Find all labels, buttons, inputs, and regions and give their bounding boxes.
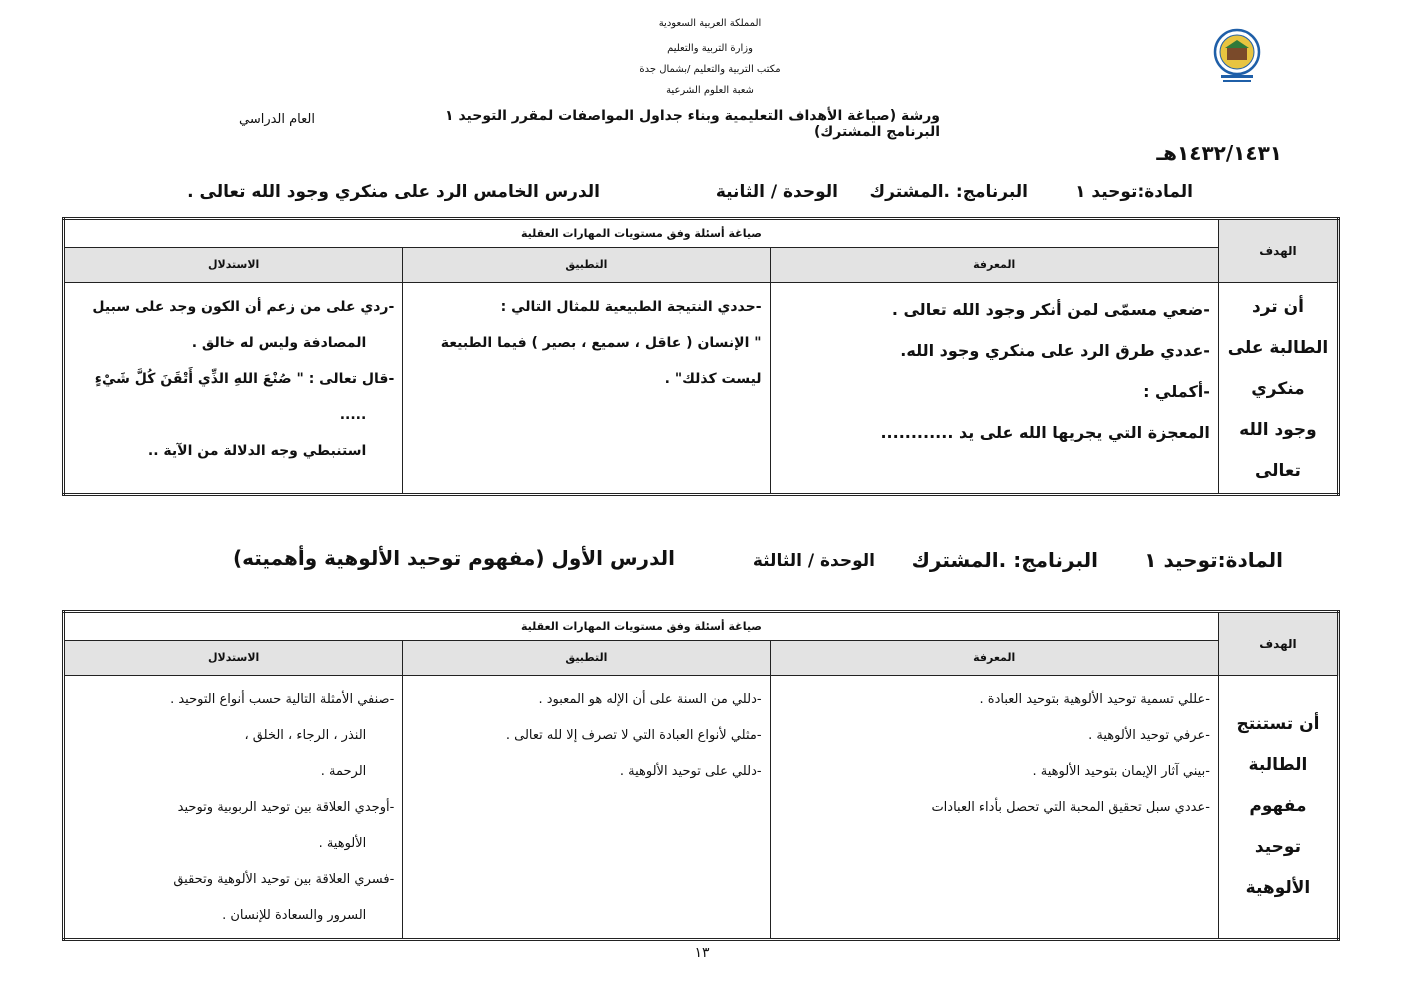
goal-line: الطالبة على	[1227, 338, 1329, 358]
goal-line: أن تستنتج	[1236, 714, 1320, 734]
question-line: -فسري العلاقة بين توحيد الألوهية وتحقيق	[173, 872, 395, 887]
question-line: المصادفة وليس له خالق .	[191, 335, 367, 351]
section1-unit: الوحدة / الثانية	[715, 182, 838, 202]
application-header: التطبيق	[403, 248, 770, 283]
application-header: التطبيق	[403, 641, 770, 676]
question-line: -عرفي توحيد الألوهية .	[1088, 728, 1210, 743]
goal-cell	[1218, 676, 1338, 940]
goal-line: تعالى	[1254, 461, 1301, 481]
knowledge-header: المعرفة	[770, 641, 1218, 676]
question-line: النذر ، الرجاء ، الخلق ،	[244, 728, 367, 743]
question-line: -حددي النتيجة الطبيعية للمثال التالي :	[500, 299, 762, 315]
section1-program: البرنامج: .المشترك	[869, 182, 1028, 202]
question-line: " الإنسان ( عاقل ، سميع ، بصير ) فيما الطبيعة	[440, 335, 762, 351]
ministry-logo-icon	[1213, 28, 1261, 86]
question-line: ليست كذلك" .	[664, 371, 762, 387]
question-line: -مثلي لأنواع العبادة التي لا تصرف إلا لله تعالى .	[505, 728, 762, 743]
academic-year-value: ١٤٣٢/١٤٣١هـ	[1156, 141, 1282, 165]
goal-line: الألوهية	[1245, 878, 1311, 898]
goal-line: منكري	[1251, 379, 1305, 399]
question-line: السرور والسعادة للإنسان .	[222, 908, 367, 923]
goal-line: توحيد	[1254, 837, 1301, 857]
section1-subject: المادة:توحيد ١	[1075, 182, 1193, 202]
section2-subject: المادة:توحيد ١	[1144, 548, 1283, 572]
question-line: -ضعي مسمّى لمن أنكر وجود الله تعالى .	[891, 300, 1210, 319]
question-line: الرحمة .	[320, 764, 367, 779]
knowledge-header: المعرفة	[770, 248, 1218, 283]
question-line: -صنفي الأمثلة التالية حسب أنواع التوحيد .	[170, 692, 395, 707]
question-line: استنبطي وجه الدلالة من الآية ..	[147, 443, 367, 459]
application-cell	[403, 676, 770, 940]
group-header: صياغة أسئلة وفق مستويات المهارات العقلية	[64, 219, 1219, 248]
kingdom-name: المملكة العربية السعودية	[658, 18, 762, 29]
ministry-name: وزارة التربية والتعليم	[667, 43, 753, 54]
question-line: -دللي من السنة على أن الإله هو المعبود .	[538, 692, 762, 707]
question-line: -بيني آثار الإيمان بتوحيد الألوهية .	[1032, 764, 1210, 779]
group-header: صياغة أسئلة وفق مستويات المهارات العقلية	[64, 612, 1219, 641]
inference-cell	[64, 676, 403, 940]
goal-line: مفهوم	[1249, 796, 1307, 816]
section2-unit: الوحدة / الثالثة	[752, 551, 875, 571]
page-number: ١٣	[694, 945, 710, 961]
goal-line: وجود الله	[1239, 420, 1317, 440]
objectives-table-1	[62, 217, 1340, 496]
inference-cell	[64, 283, 403, 495]
question-line: -عددي سبل تحقيق المحبة التي تحصل بأداء العبادات	[931, 800, 1210, 815]
division-name: شعبة العلوم الشرعية	[666, 85, 754, 96]
office-name: مكتب التربية والتعليم /بشمال جدة	[639, 64, 781, 75]
question-line: -عددي طرق الرد على منكري وجود الله.	[900, 341, 1210, 360]
workshop-title: ورشة (صياغة الأهداف التعليمية وبناء جداول المواصفات لمقرر التوحيد ١ البرنامج المشترك)	[445, 108, 940, 140]
goal-line: الطالبة	[1248, 755, 1308, 775]
academic-year-label: العام الدراسي	[238, 112, 315, 127]
question-line: -أكملي :	[1143, 382, 1210, 401]
section2-program: البرنامج: .المشترك	[911, 548, 1098, 572]
application-cell	[403, 283, 770, 495]
goal-line: أن ترد	[1251, 297, 1304, 317]
question-line: -أوجدي العلاقة بين توحيد الربوبية وتوحيد	[177, 800, 395, 815]
question-line: -عللي تسمية توحيد الألوهية بتوحيد العبادة .	[979, 692, 1210, 707]
question-line: -ردي على من زعم أن الكون وجد على سبيل	[92, 299, 395, 315]
knowledge-cell	[770, 676, 1218, 940]
goal-cell	[1218, 283, 1338, 495]
question-line: المعجزة التي يجريها الله على يد ............	[880, 423, 1210, 442]
question-line: .....	[339, 407, 367, 423]
goal-header: الهدف	[1218, 219, 1338, 283]
objectives-table-2	[62, 610, 1340, 941]
section1-lesson: الدرس الخامس الرد على منكري وجود الله تعالى .	[187, 182, 600, 202]
inference-header: الاستدلال	[64, 248, 403, 283]
section2-lesson: الدرس الأول (مفهوم توحيد الألوهية وأهميته)	[233, 546, 675, 570]
goal-header: الهدف	[1218, 612, 1338, 676]
question-line: الألوهية .	[318, 836, 367, 851]
inference-header: الاستدلال	[64, 641, 403, 676]
question-line: -دللي على توحيد الألوهية .	[619, 764, 762, 779]
question-line: -قال تعالى : " صُنْعَ اللهِ الذِّي أَتْقَنَ كُلَّ شَيْءٍ	[94, 371, 395, 387]
knowledge-cell	[770, 283, 1218, 495]
